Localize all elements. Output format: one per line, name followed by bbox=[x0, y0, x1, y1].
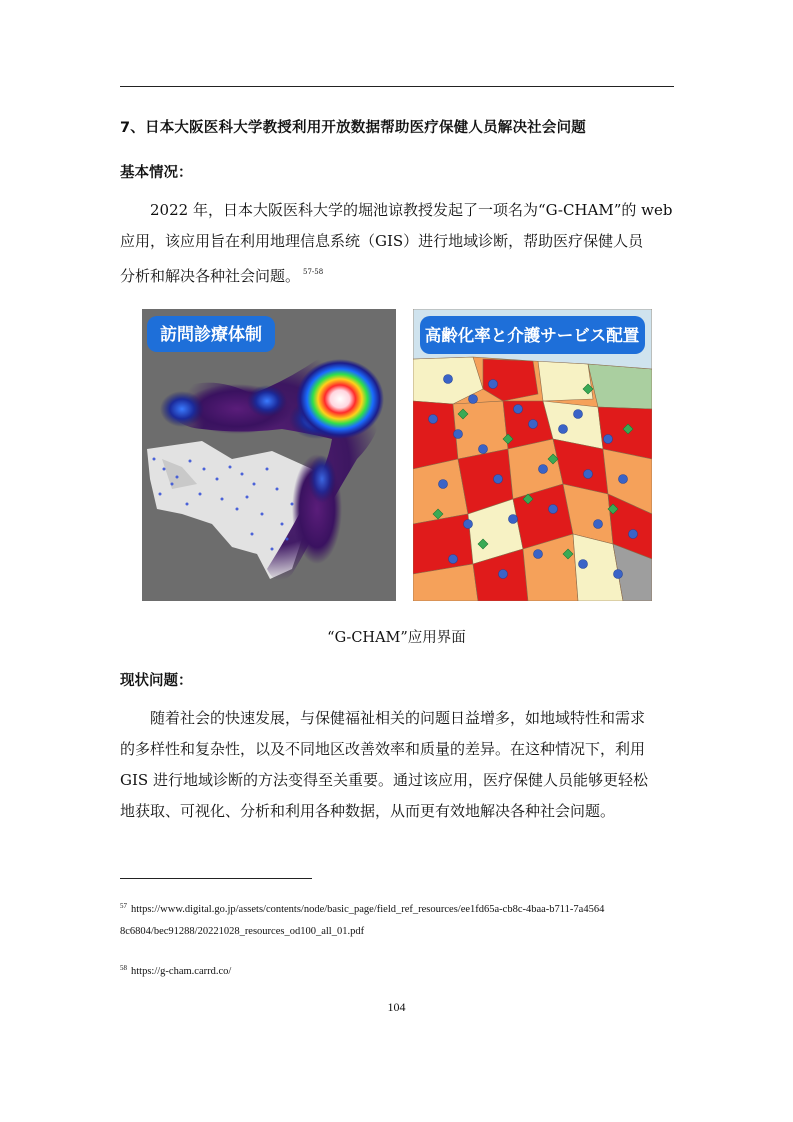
aging-map-image bbox=[413, 309, 652, 601]
heatmap-label: 訪問診療体制 bbox=[160, 325, 262, 345]
issue-heading: 现状问题： bbox=[120, 673, 193, 689]
footnote-57-link-line-2[interactable]: 8c6804/bec91288/20221028_resources_od100_all_01.pdf bbox=[120, 926, 365, 937]
header-rule bbox=[120, 86, 674, 87]
aging-map-panel bbox=[413, 309, 652, 601]
footnote-ref[interactable]: 57-58 bbox=[303, 268, 324, 276]
basic-line-3-text: 分析和解决各种社会问题。 bbox=[120, 267, 301, 285]
footnote-58-number: 58 bbox=[120, 964, 127, 972]
basic-line-1: 2022 年，日本大阪医科大学的堀池谅教授发起了一项名为“G-CHAM”的 web bbox=[150, 201, 673, 219]
footnote-58-link[interactable]: https://g-cham.carrd.co/ bbox=[131, 966, 232, 977]
issue-line-4: 地获取、可视化、分析和利用各种数据，从而更有效地解决各种社会问题。 bbox=[120, 802, 616, 820]
issue-line-2: 的多样性和复杂性，以及不同地区改善效率和质量的差异。在这种情况下，利用 bbox=[120, 740, 646, 758]
issue-line-1: 随着社会的快速发展，与保健福祉相关的问题日益增多，如地域特性和需求 bbox=[150, 709, 646, 727]
basic-line-2: 应用，该应用旨在利用地理信息系统（GIS）进行地域诊断，帮助医疗保健人员 bbox=[120, 232, 644, 250]
aging-map-label: 高齢化率と介護サービス配置 bbox=[424, 326, 640, 345]
basic-line-3 bbox=[120, 257, 674, 292]
basic-paragraph bbox=[120, 195, 674, 292]
basic-heading: 基本情况： bbox=[120, 165, 193, 181]
footnote-rule bbox=[120, 878, 312, 879]
footnote-57-number: 57 bbox=[120, 902, 127, 910]
section-title: 7、日本大阪医科大学教授利用开放数据帮助医疗保健人员解决社会问题 bbox=[120, 120, 586, 136]
heatmap-panel bbox=[142, 309, 396, 601]
footnote-57-link-line-1[interactable]: https://www.digital.go.jp/assets/contents/node/basic_page/field_ref_resources/ee1fd65a-cb8c-4baa-b711-7a4564 bbox=[131, 904, 605, 915]
page-number: 104 bbox=[387, 1000, 406, 1014]
issue-line-3: GIS 进行地域诊断的方法变得至关重要。通过该应用，医疗保健人员能够更轻松 bbox=[120, 771, 648, 789]
issue-paragraph bbox=[120, 703, 674, 827]
heatmap-image bbox=[142, 309, 396, 601]
footnote-58 bbox=[120, 957, 680, 983]
app-screenshot-figure bbox=[142, 309, 652, 601]
footnote-57 bbox=[120, 895, 680, 943]
figure-caption: “G-CHAM”应用界面 bbox=[327, 630, 466, 646]
